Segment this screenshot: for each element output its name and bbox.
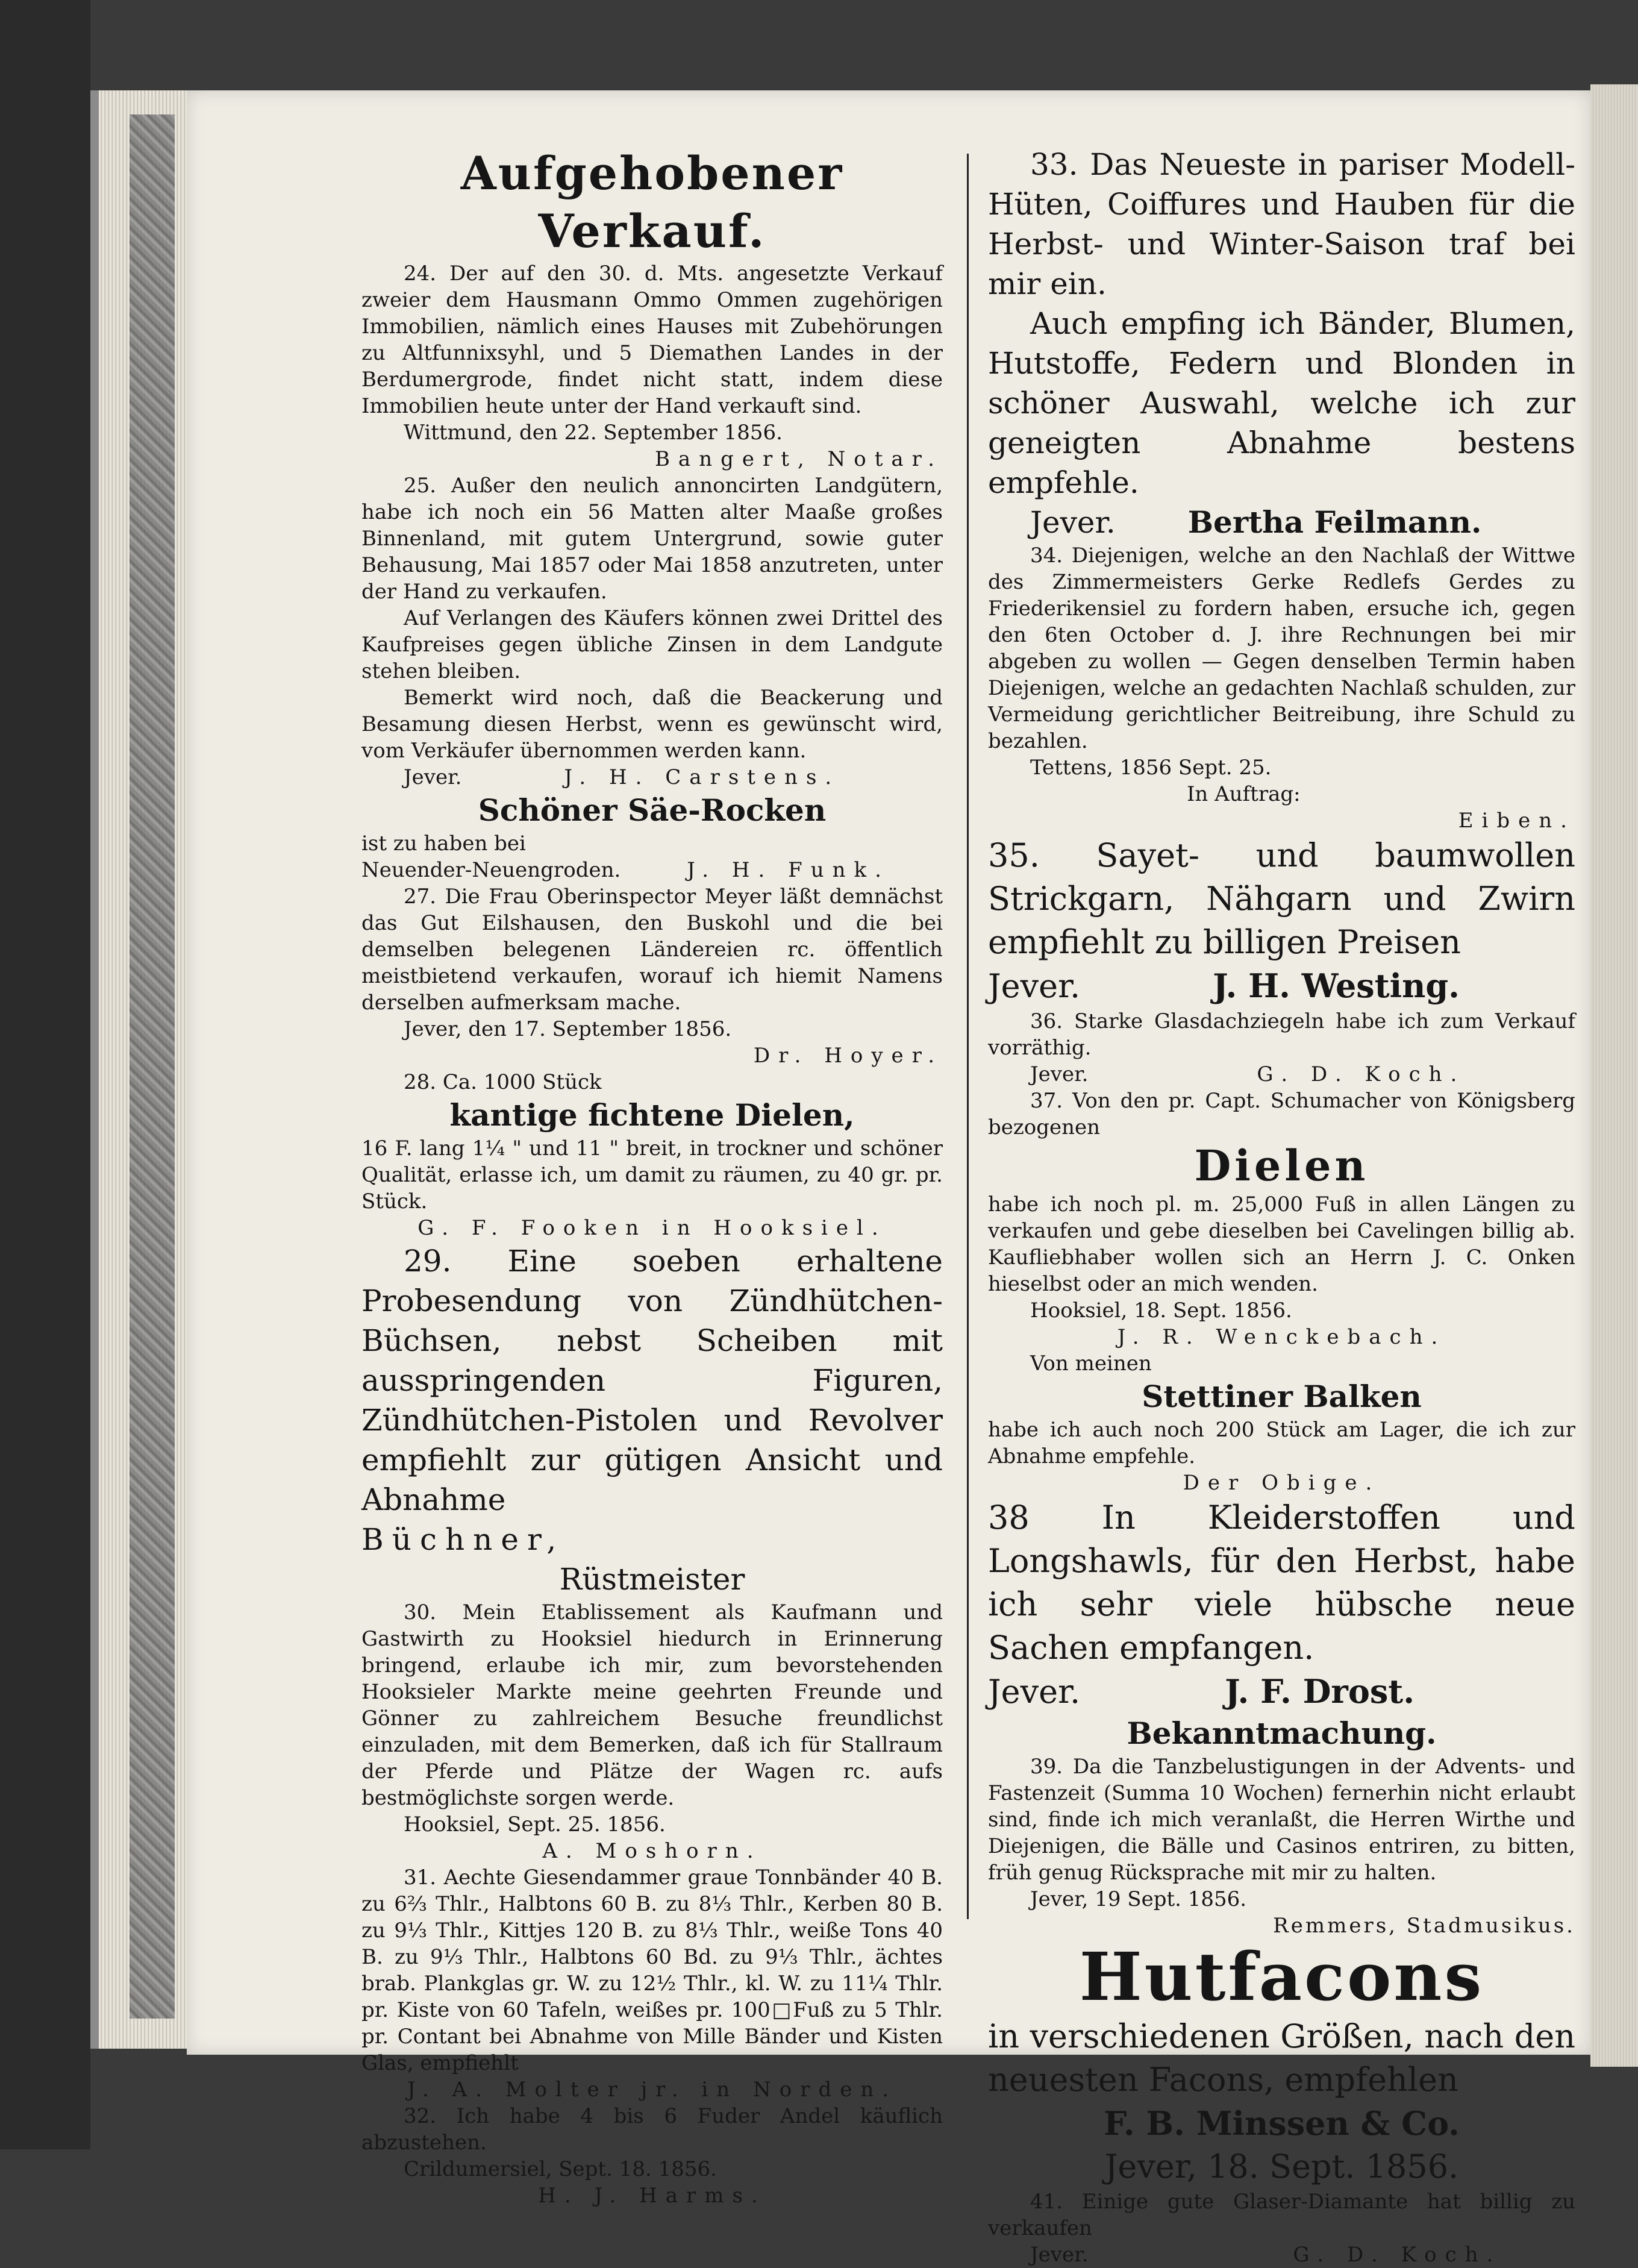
ad-33-signature-line xyxy=(988,503,1575,542)
ad-38-signature-line xyxy=(988,1670,1575,1714)
ad-26-text: ist zu haben bei xyxy=(361,832,526,856)
ad-25-signature: J. H. Carstens. xyxy=(564,765,840,789)
ad-37-head: 37. Von den pr. Capt. Schumacher von Königsberg bezogenen xyxy=(988,1089,1575,1139)
ad-26-title: Schöner Säe-Rocken xyxy=(478,792,827,828)
ad-28-head: 28. Ca. 1000 Stück xyxy=(404,1070,602,1094)
ad-34-order: In Auftrag: xyxy=(1187,782,1301,806)
ad-37-date: Hooksiel, 18. Sept. 1856. xyxy=(1030,1298,1292,1323)
ad-41-signature: G. D. Koch. xyxy=(1293,2243,1502,2267)
ad-30-text: 30. Mein Etablissement als Kaufmann und Gastwirth zu Hooksiel hiedurch in Erinnerung bringend, erlaube ich mir, zum bevorstehenden Hooksieler Markte meine geehrten Freunde und Gönner zu zahlreichem Besuche freundlichst einzuladen, mit dem Bemerken, daß ich für Stallraum der Pferde und Plätze der Wagen rc. aufs bestmöglichste sorgen werde. xyxy=(361,1600,943,1810)
ad-35-text: 35. Sayet- und baumwollen Strickgarn, Nähgarn und Zwirn empfiehlt zu billigen Preisen xyxy=(988,836,1575,961)
ad-37b-head: Von meinen xyxy=(1030,1352,1152,1376)
ad-33-place: Jever. xyxy=(1030,505,1116,540)
ad-38-signature: J. F. Drost. xyxy=(1225,1672,1415,1711)
ad-34-date: Tettens, 1856 Sept. 25. xyxy=(1030,756,1272,780)
ad-24-date: Wittmund, den 22. September 1856. xyxy=(404,421,783,445)
ad-24-signature: Bangert, Notar. xyxy=(654,447,943,471)
ad-34-signature: Eiben. xyxy=(1458,809,1575,833)
ad-41-signature-line xyxy=(988,2241,1575,2268)
ad-31-signature: J. A. Molter jr. in Norden. xyxy=(407,2078,898,2102)
ad-26-signature-line xyxy=(361,857,943,883)
ad-27-date: Jever, den 17. September 1856. xyxy=(404,1017,732,1041)
ad-41-place: Jever. xyxy=(1030,2243,1089,2267)
ad-33-text-1: 33. Das Neueste in pariser Modell-Hüten, Coiffures und Hauben für die Herbst- und Winter-Saison traf bei mir ein. xyxy=(988,147,1575,301)
ad-25-text-3: Bemerkt wird noch, daß die Beackerung und Besamung diesen Herbst, wenn es gewünscht wird, vom Verkäufer übernommen werden kann. xyxy=(361,686,943,763)
ad-40-signature: F. B. Minssen & Co. xyxy=(1104,2104,1460,2143)
ad-37-signature: J. R. Wenckebach. xyxy=(1117,1325,1446,1349)
ad-37b-text: habe ich auch noch 200 Stück am Lager, die ich zur Abnahme empfehle. xyxy=(988,1418,1575,1468)
ad-27-signature: Dr. Hoyer. xyxy=(753,1044,943,1068)
ad-32-date: Crildumersiel, Sept. 18. 1856. xyxy=(404,2157,717,2181)
ad-37-title: Dielen xyxy=(1194,1141,1369,1191)
ad-25-signature-line xyxy=(361,764,943,791)
ad-25-text-2: Auf Verlangen des Käufers können zwei Drittel des Kaufpreises gegen übliche Zinsen in dem Landgute stehen bleiben. xyxy=(361,606,943,683)
ad-29-signature: Büchner, xyxy=(361,1522,565,1557)
ad-36-signature: G. D. Koch. xyxy=(1257,1062,1466,1086)
right-column xyxy=(988,145,1575,2268)
ad-40-date: Jever, 18. Sept. 1856. xyxy=(1104,2147,1459,2185)
ad-27-text: 27. Die Frau Oberinspector Meyer läßt demnächst das Gut Eilshausen, den Buskohl und die bei demselben belegenen Ländereien rc. öffentlich meistbietend verkaufen, worauf ich hiemit Namens derselben aufmerksam mache. xyxy=(361,885,943,1015)
ad-34-text: 34. Diejenigen, welche an den Nachlaß der Wittwe des Zimmermeisters Gerke Redlefs Gerdes zu Friederikensiel zu fordern haben, ersuche ich, gegen den 6ten October d. J. ihre Rechnungen bei mir abgeben zu wollen — Gegen denselben Termin haben Diejenigen, welche an gedachten Nachlaß schulden, zur Vermeidung gerichtlicher Beitreibung, ihre Schuld zu bezahlen. xyxy=(988,544,1575,753)
ad-38-text: 38 In Kleiderstoffen und Longshawls, für den Herbst, habe ich sehr viele hübsche neue Sachen empfangen. xyxy=(988,1499,1575,1667)
ad-35-place: Jever. xyxy=(988,967,1081,1005)
ad-32-text: 32. Ich habe 4 bis 6 Fuder Andel käuflich abzustehen. xyxy=(361,2104,943,2155)
ad-26-signature: J. H. Funk. xyxy=(687,858,890,882)
ad-36-signature-line xyxy=(988,1061,1575,1088)
marbled-edge xyxy=(130,114,175,2019)
ad-29-title: Rüstmeister xyxy=(559,1562,745,1597)
ad-41-text: 41. Einige gute Glaser-Diamante hat billig zu verkaufen xyxy=(988,2190,1575,2240)
ad-39-date: Jever, 19 Sept. 1856. xyxy=(1030,1887,1247,1911)
ad-33-signature: Bertha Feilmann. xyxy=(1187,504,1482,540)
left-column xyxy=(361,145,943,2209)
ad-26-place: Neuender-Neuengroden. xyxy=(361,858,621,882)
ad-25-text-1: 25. Außer den neulich annoncirten Landgütern, habe ich noch ein 56 Matten alter Maaße großes Binnenland, mit gutem Untergrund, sowie guter Behausung, Mai 1857 oder Mai 1858 anzutreten, unter der Hand zu verkaufen. xyxy=(361,474,943,604)
ad-37b-title: Stettiner Balken xyxy=(1142,1379,1422,1414)
ad-35-signature: J. H. Westing. xyxy=(1213,966,1460,1005)
ad-39-title: Bekanntmachung. xyxy=(1127,1715,1437,1751)
ad-31-text: 31. Aechte Giesendammer graue Tonnbänder 40 B. zu 6⅔ Thlr., Halbtons 60 B. zu 8⅓ Thlr., Kerben 80 B. zu 9⅓ Thlr., Kittjes 120 B. zu 8⅓ Thlr., weiße Tons 40 B. zu 9⅓ Thlr., Halbtons 60 Bd. zu 9⅓ Thlr., ächtes brab. Plankglas gr. W. zu 12½ Thlr., kl. W. zu 11¼ Thlr. pr. Kiste von 60 Tafeln, weißes pr. 100□Fuß zu 5 Thlr. pr. Contant bei Abnahme von Mille Bänder und Kisten Glas, empfiehlt xyxy=(361,1865,943,2075)
ad-29-text: 29. Eine soeben erhaltene Probesendung von Zündhütchen-Büchsen, nebst Scheiben mit ausspringenden Figuren, Zündhütchen-Pistolen und Revolver empfiehlt zur gütigen Ansicht und Abnahme xyxy=(361,1244,943,1517)
ad-30-date: Hooksiel, Sept. 25. 1856. xyxy=(404,1812,666,1837)
ad-24-title: Aufgehobener Verkauf. xyxy=(460,146,844,258)
ad-36-place: Jever. xyxy=(1030,1062,1089,1086)
ad-24-text: 24. Der auf den 30. d. Mts. angesetzte Verkauf zweier dem Hausmann Ommo Ommen zugehörigen Immobilien, nämlich eines Hauses mit Zubehörungen zu Altfunnixsyhl, und 5 Diemathen Landes in der Berdumergrode, findet nicht statt, indem diese Immobilien heute unter der Hand verkauft sind. xyxy=(361,262,943,418)
ad-32-signature: H. J. Harms. xyxy=(538,2184,766,2208)
ad-28-title: kantige fichtene Dielen, xyxy=(449,1097,855,1133)
ad-38-place: Jever. xyxy=(988,1673,1081,1711)
ad-28-signature: G. F. Fooken in Hooksiel. xyxy=(417,1216,887,1240)
ad-30-signature: A. Moshorn. xyxy=(542,1839,762,1863)
ad-35-signature-line xyxy=(988,964,1575,1008)
column-rule xyxy=(967,154,969,1919)
ad-40-text: in verschiedenen Größen, nach den neuesten Facons, empfehlen xyxy=(988,2017,1575,2099)
page-edges-right xyxy=(1590,84,1638,2067)
ad-37b-signature: Der Obige. xyxy=(1183,1471,1381,1495)
ad-25-place: Jever. xyxy=(404,765,462,789)
ad-40-title: Hutfacons xyxy=(1079,1938,1484,2016)
ad-36-text: 36. Starke Glasdachziegeln habe ich zum Verkauf vorräthig. xyxy=(988,1009,1575,1060)
ad-37-text: habe ich noch pl. m. 25,000 Fuß in allen Längen zu verkaufen und gebe dieselben bei Cavelingen billig ab. Kaufliebhaber wollen sich an Herrn J. C. Onken hieselbst oder an mich wenden. xyxy=(988,1192,1575,1296)
ad-33-text-2: Auch empfing ich Bänder, Blumen, Hutstoffe, Federn und Blonden in schöner Auswahl, welche ich zur geneigten Abnahme bestens empfehle. xyxy=(988,306,1575,500)
ad-28-text: 16 F. lang 1¼ " und 11 " breit, in trockner und schöner Qualität, erlasse ich, um damit zu räumen, zu 40 gr. pr. Stück. xyxy=(361,1136,943,1214)
book-spine xyxy=(0,0,90,2149)
ad-39-signature: Remmers, Stadmusikus. xyxy=(1273,1914,1575,1938)
ad-39-text: 39. Da die Tanzbelustigungen in der Advents- und Fastenzeit (Summa 10 Wochen) fernerhin nicht erlaubt sind, finde ich mich veranlaßt, die Herren Wirthe und Diejenigen, die Bälle und Casinos entriren, zu bitten, früh genug Rücksprache mit mir zu halten. xyxy=(988,1755,1575,1885)
